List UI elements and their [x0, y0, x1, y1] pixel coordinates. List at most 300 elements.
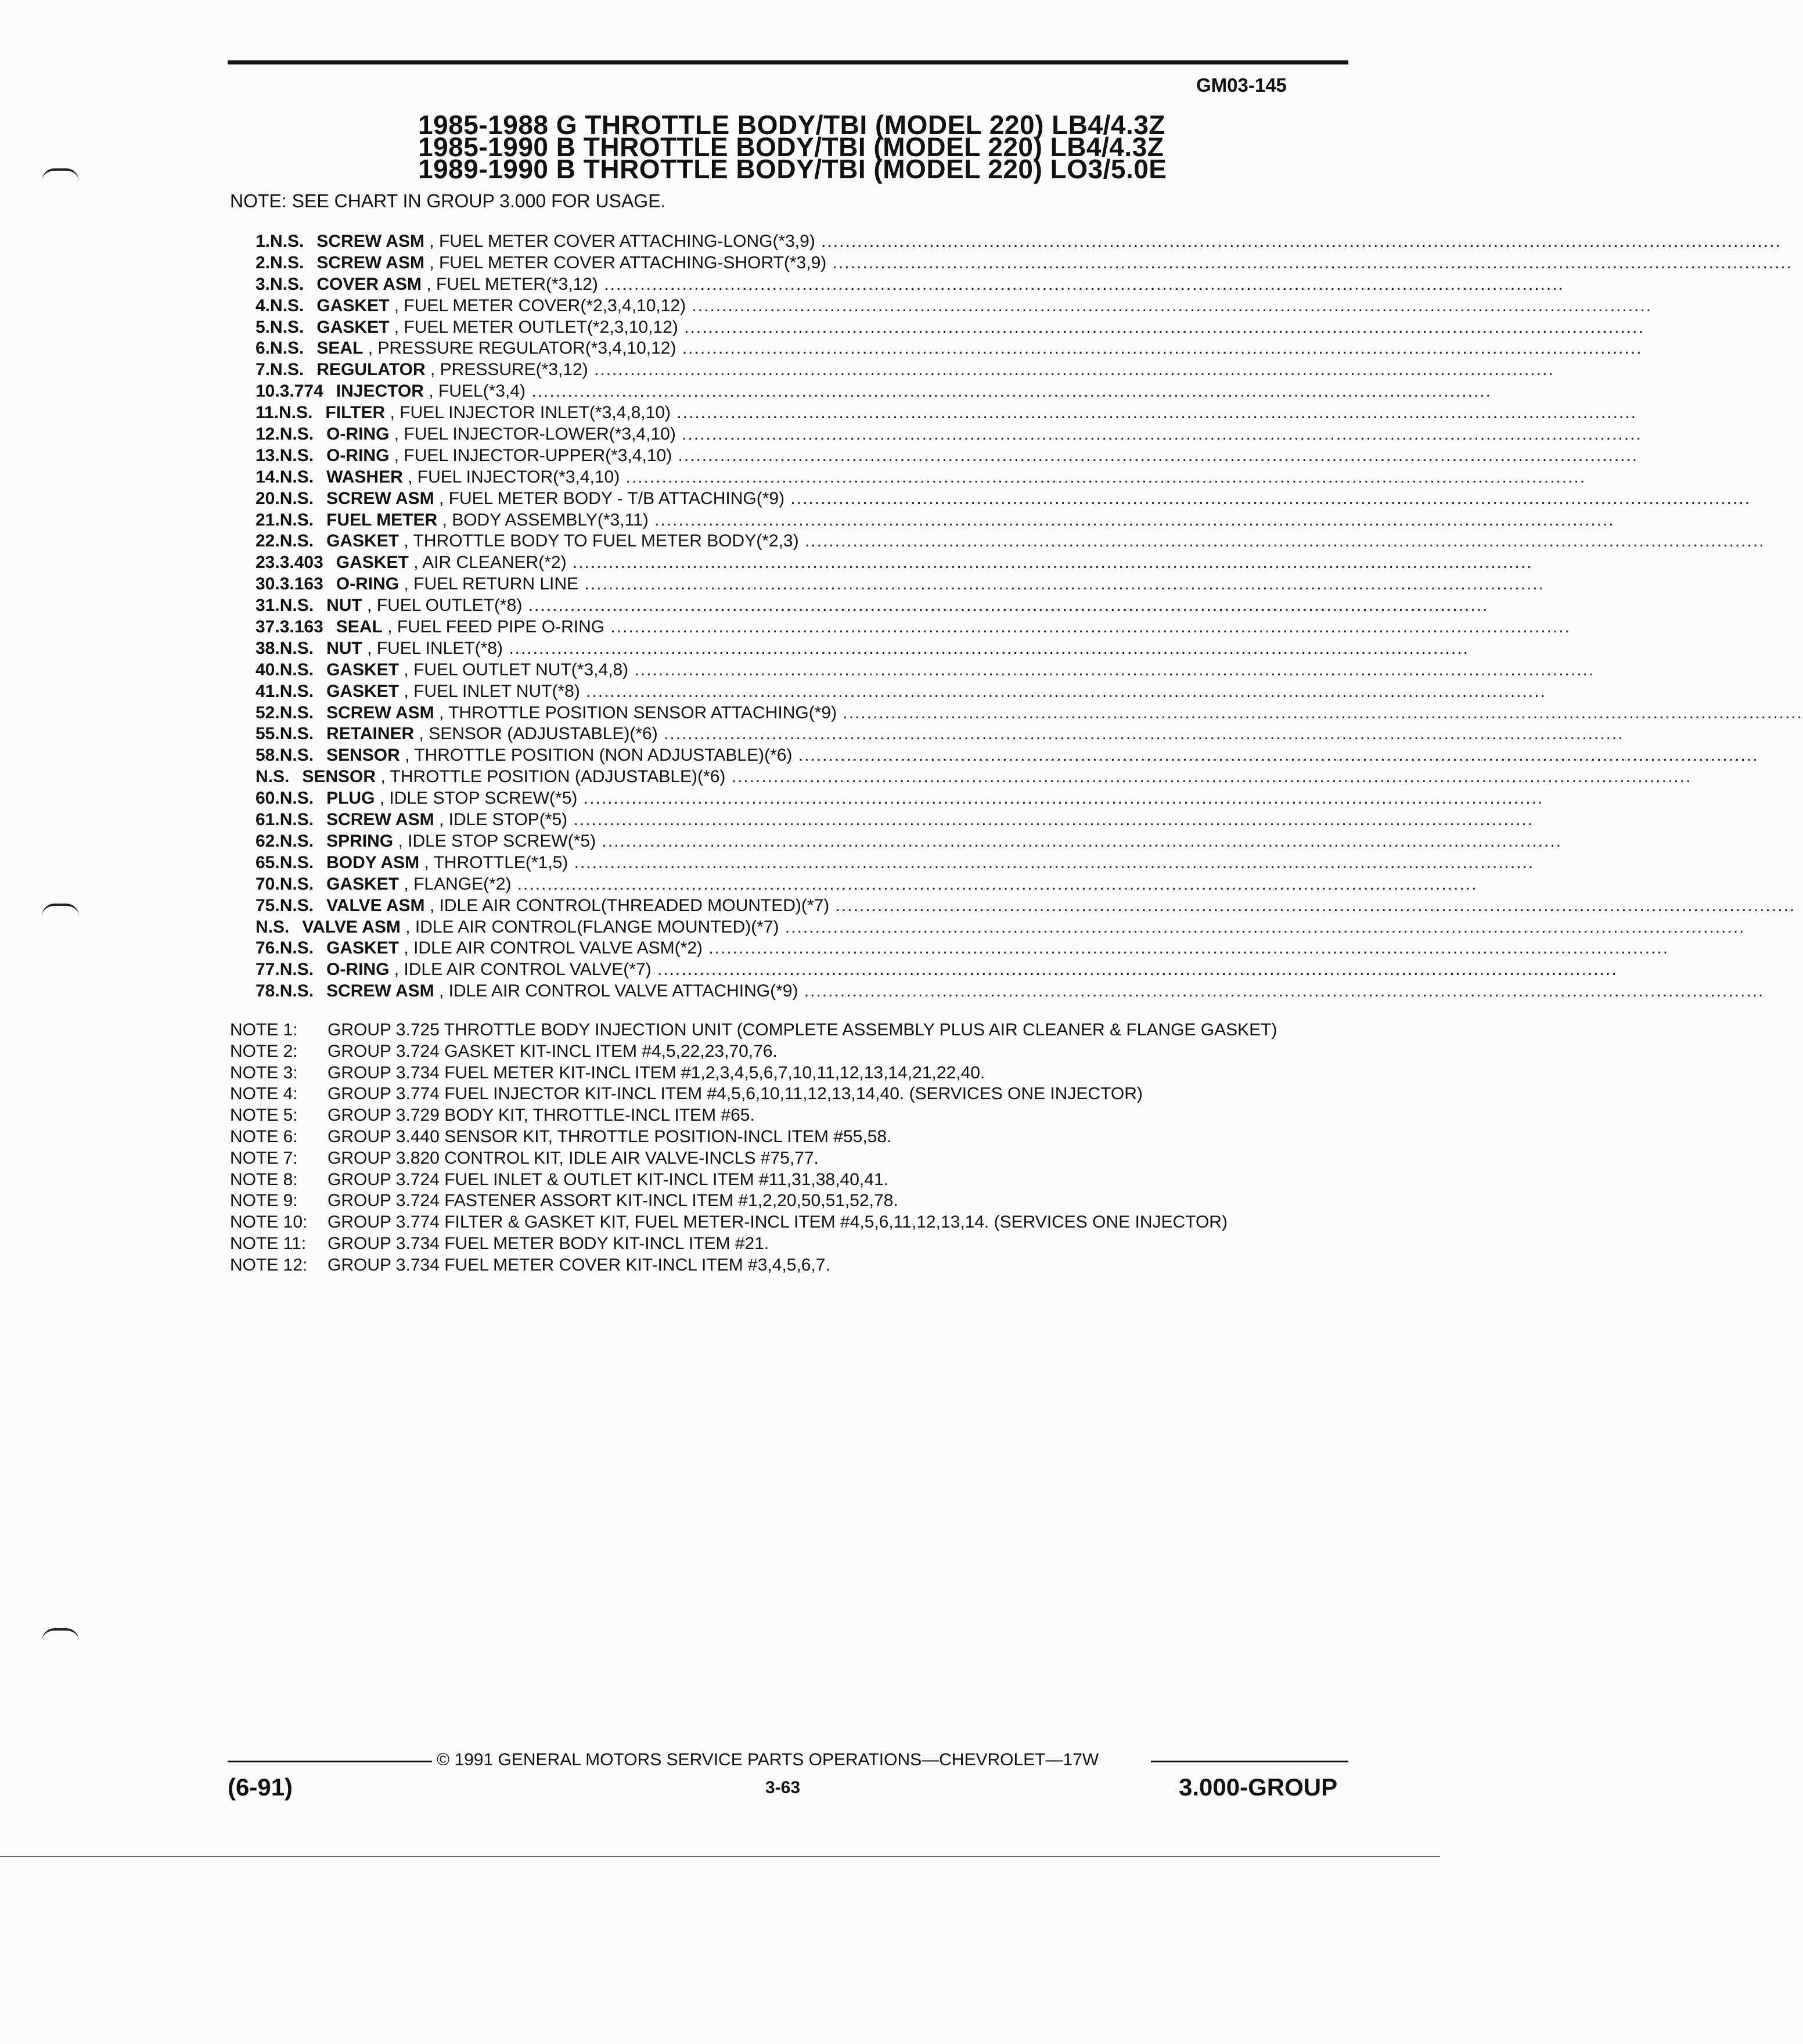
item-number: 58.	[255, 746, 280, 765]
note-text: GROUP 3.774 FILTER & GASKET KIT, FUEL METER-INCL ITEM #4,5,6,11,12,13,14. (SERVICES ONE INJECTOR)	[328, 1212, 1228, 1232]
item-number: 77.	[255, 960, 280, 980]
part-row	[255, 231, 1782, 253]
part-name: WASHER	[326, 467, 403, 487]
part-row	[255, 703, 1803, 724]
item-number: 30.	[255, 574, 280, 594]
item-number: 60.	[255, 789, 280, 808]
item-number: 4.	[255, 296, 271, 315]
item-number: 37.	[255, 617, 280, 637]
dot-leader: ................................................................................................................................................................	[503, 638, 1469, 658]
group-number: N.S.	[255, 917, 290, 937]
part-name: O-RING	[326, 960, 390, 980]
part-detail: , FUEL INLET NUT(*8)	[399, 681, 580, 701]
part-description	[326, 638, 1469, 660]
dot-leader: ................................................................................................................................................................	[671, 403, 1637, 423]
note-item	[230, 1020, 1333, 1041]
part-description	[316, 274, 1564, 296]
part-row	[255, 895, 1796, 917]
part-description	[326, 703, 1803, 724]
item-number: 40.	[255, 660, 280, 679]
part-row	[255, 917, 1746, 938]
dot-leader: ................................................................................................................................................................	[598, 274, 1564, 294]
part-name: SENSOR	[326, 746, 400, 765]
group-number: N.S.	[279, 531, 314, 551]
dot-leader: ................................................................................................................................................................	[686, 296, 1653, 315]
group-number: N.S.	[279, 424, 314, 444]
group-number: N.S.	[279, 445, 314, 465]
part-detail: , IDLE AIR CONTROL(FLANGE MOUNTED)(*7)	[400, 917, 779, 937]
item-number: 38.	[255, 638, 280, 658]
item-number: 23.	[255, 553, 280, 573]
part-description	[336, 617, 1571, 638]
note-label: NOTE 4:	[230, 1084, 298, 1104]
note-text: GROUP 3.820 CONTROL KIT, IDLE AIR VALVE-INCLS #75,77.	[328, 1148, 819, 1168]
parts-list	[255, 231, 1803, 1002]
dot-leader: ................................................................................................................................................................	[798, 531, 1765, 551]
item-number: 20.	[255, 488, 280, 508]
part-detail: , IDLE AIR CONTROL VALVE ASM(*2)	[399, 938, 703, 958]
group-number: N.S.	[279, 895, 314, 915]
part-description	[326, 660, 1595, 681]
part-name: GASKET	[326, 531, 400, 551]
dot-leader: ................................................................................................................................................................	[678, 317, 1644, 337]
dot-leader: ................................................................................................................................................................	[651, 960, 1618, 980]
item-number: 70.	[255, 874, 280, 894]
group-number: N.S.	[279, 746, 314, 765]
part-name: SENSOR	[302, 767, 376, 787]
part-row	[255, 317, 1644, 339]
item-number: 5.	[255, 317, 271, 337]
part-description	[326, 809, 1534, 831]
item-number: 21.	[255, 510, 280, 530]
dot-leader: ................................................................................................................................................................	[837, 703, 1803, 722]
group-number: N.S.	[279, 874, 314, 894]
item-number: 11.	[255, 403, 279, 423]
part-detail: , AIR CLEANER(*2)	[408, 553, 567, 573]
part-row	[255, 874, 1478, 895]
part-description	[326, 488, 1751, 510]
part-description	[336, 552, 1533, 574]
note-label: NOTE 8:	[230, 1169, 298, 1189]
part-row	[255, 981, 1765, 1002]
part-name: VALVE ASM	[326, 895, 425, 915]
group-number: N.S.	[279, 852, 314, 872]
group-number: 3.163	[279, 574, 323, 594]
part-detail: , IDLE STOP SCREW(*5)	[393, 831, 596, 851]
part-detail: , FUEL INLET(*8)	[362, 638, 503, 658]
part-description	[326, 424, 1642, 445]
copyright-line: © 1991 GENERAL MOTORS SERVICE PARTS OPERATIONS—CHEVROLET—17W	[437, 1750, 1099, 1769]
bottom-edge-line	[0, 1856, 1440, 1857]
item-number: 22.	[255, 531, 280, 551]
part-name: COVER ASM	[316, 274, 422, 294]
part-detail: , IDLE AIR CONTROL(THREADED MOUNTED)(*7)	[424, 895, 830, 915]
part-row	[255, 766, 1692, 788]
group-number: 3.774	[279, 382, 323, 401]
part-name: FUEL METER	[326, 510, 438, 530]
part-row	[255, 638, 1469, 660]
note-text: GROUP 3.724 FASTENER ASSORT KIT-INCL ITEM #1,2,20,50,51,52,78.	[328, 1191, 898, 1211]
page-title	[418, 110, 1167, 184]
group-number: N.S.	[279, 510, 314, 530]
item-number: 3.	[255, 274, 271, 294]
note-text: GROUP 3.734 FUEL METER BODY KIT-INCL ITEM #21.	[328, 1233, 769, 1253]
dot-leader: ................................................................................................................................................................	[596, 831, 1563, 851]
notes-list	[230, 1020, 1333, 1276]
note-label: NOTE 10:	[230, 1212, 308, 1232]
part-description	[326, 510, 1615, 531]
item-number: 7.	[255, 360, 271, 380]
part-detail: , FUEL METER COVER ATTACHING-SHORT(*3,9)	[424, 253, 827, 272]
item-number: 12.	[255, 424, 280, 444]
part-row	[255, 338, 1643, 359]
part-name: SPRING	[326, 831, 394, 851]
dot-leader: ................................................................................................................................................................	[522, 596, 1489, 616]
part-detail: , FUEL FEED PIPE O-RING	[382, 617, 605, 637]
note-text: GROUP 3.734 FUEL METER KIT-INCL ITEM #1,2,3,4,5,6,7,10,11,12,13,14,21,22,40.	[328, 1063, 985, 1082]
part-description	[325, 402, 1637, 424]
note-label: NOTE 2:	[230, 1041, 298, 1061]
part-detail: , FUEL(*3,4)	[423, 382, 526, 401]
part-row	[255, 745, 1759, 766]
part-row	[255, 359, 1554, 381]
part-description	[326, 895, 1795, 917]
dot-leader: ................................................................................................................................................................	[672, 445, 1639, 465]
part-row	[255, 574, 1545, 595]
footer-rule-right	[1151, 1761, 1348, 1762]
item-number: 78.	[255, 981, 280, 1001]
part-row	[255, 724, 1624, 745]
part-name: NUT	[326, 638, 362, 658]
part-name: O-RING	[326, 445, 390, 465]
part-row	[255, 959, 1618, 981]
part-detail: , SENSOR (ADJUSTABLE)(*6)	[414, 724, 658, 744]
top-rule	[228, 60, 1348, 64]
dot-leader: ................................................................................................................................................................	[628, 660, 1595, 679]
part-description	[316, 338, 1642, 359]
part-detail: , THROTTLE POSITION SENSOR ATTACHING(*9)	[434, 703, 837, 722]
group-number: N.S.	[270, 317, 304, 337]
part-detail: , FUEL OUTLET NUT(*3,4,8)	[399, 660, 629, 679]
group-number: N.S.	[270, 253, 304, 272]
part-detail: , FUEL RETURN LINE	[399, 574, 579, 594]
dot-leader: ................................................................................................................................................................	[725, 767, 1692, 787]
dot-leader: ................................................................................................................................................................	[648, 510, 1615, 530]
group-number: N.S.	[255, 767, 290, 787]
part-detail: , FUEL INJECTOR-LOWER(*3,4,10)	[389, 424, 676, 444]
part-name: GASKET	[326, 660, 400, 679]
part-description	[326, 531, 1765, 552]
part-detail: , FLANGE(*2)	[399, 874, 512, 894]
title-line: 1985-1990 B THROTTLE BODY/TBI (MODEL 220) LB4/4.3Z	[418, 132, 1164, 162]
part-name: SEAL	[316, 339, 364, 358]
dot-leader: ................................................................................................................................................................	[829, 895, 1796, 915]
part-detail: , IDLE STOP(*5)	[434, 810, 568, 830]
part-name: O-RING	[326, 424, 390, 444]
part-name: SCREW ASM	[326, 703, 434, 722]
binder-hole-mark	[42, 1628, 79, 1641]
note-text: GROUP 3.774 FUEL INJECTOR KIT-INCL ITEM #4,5,6,10,11,12,13,14,40. (SERVICES ONE INJECTOR)	[328, 1084, 1143, 1104]
group-label: 3.000-GROUP	[1179, 1773, 1338, 1801]
part-row	[255, 445, 1639, 467]
part-description	[316, 317, 1644, 339]
note-item	[230, 1255, 1333, 1276]
part-row	[255, 938, 1669, 959]
part-row	[255, 510, 1615, 531]
item-number: 55.	[255, 724, 280, 744]
group-number: N.S.	[270, 339, 304, 358]
group-number: N.S.	[279, 938, 314, 958]
part-detail: , PRESSURE REGULATOR(*3,4,10,12)	[363, 339, 676, 358]
part-name: RETAINER	[326, 724, 415, 744]
part-row	[255, 274, 1564, 296]
dot-leader: ................................................................................................................................................................	[784, 488, 1751, 508]
part-description	[302, 766, 1692, 788]
part-name: SCREW ASM	[316, 232, 424, 251]
part-description	[326, 788, 1543, 809]
group-number: N.S.	[279, 831, 314, 851]
note-item	[230, 1148, 1333, 1169]
part-name: SCREW ASM	[316, 253, 424, 272]
part-description	[326, 831, 1562, 852]
part-name: FILTER	[325, 403, 386, 423]
group-number: N.S.	[279, 981, 314, 1001]
item-number: 1.	[255, 232, 271, 251]
part-description	[326, 467, 1586, 488]
note-label: NOTE 11:	[230, 1233, 307, 1253]
part-name: INJECTOR	[336, 382, 424, 401]
part-detail: , FUEL METER(*3,12)	[421, 274, 598, 294]
dot-leader: ................................................................................................................................................................	[826, 253, 1793, 272]
note-label: NOTE 7:	[230, 1148, 298, 1168]
part-name: GASKET	[326, 938, 400, 958]
item-number: 65.	[255, 852, 280, 872]
part-row	[255, 424, 1642, 445]
item-number: 76.	[255, 938, 280, 958]
item-number: 14.	[255, 467, 280, 487]
part-name: GASKET	[326, 681, 400, 701]
part-name: REGULATOR	[316, 360, 426, 380]
note-label: NOTE 5:	[230, 1106, 298, 1125]
dot-leader: ................................................................................................................................................................	[577, 789, 1544, 808]
note-text: GROUP 3.440 SENSOR KIT, THROTTLE POSITION-INCL ITEM #55,58.	[328, 1127, 892, 1146]
part-row	[255, 660, 1595, 681]
note-item	[230, 1105, 1333, 1127]
part-row	[255, 467, 1586, 488]
group-number: N.S.	[279, 488, 314, 508]
note-item	[230, 1190, 1333, 1212]
group-number: N.S.	[279, 789, 314, 808]
part-row	[255, 809, 1534, 831]
page-number: 3-63	[765, 1778, 801, 1797]
part-description	[302, 917, 1745, 938]
part-name: SCREW ASM	[326, 488, 434, 508]
part-detail: , IDLE STOP SCREW(*5)	[375, 789, 578, 808]
part-description	[326, 681, 1546, 703]
part-name: GASKET	[316, 317, 390, 337]
part-detail: , FUEL INJECTOR-UPPER(*3,4,10)	[389, 445, 672, 465]
item-number: 41.	[255, 681, 280, 701]
part-detail: , PRESSURE(*3,12)	[425, 360, 588, 380]
group-number: N.S.	[279, 467, 314, 487]
note-text: GROUP 3.734 FUEL METER COVER KIT-INCL ITEM #3,4,5,6,7.	[328, 1255, 830, 1275]
part-detail: , THROTTLE POSITION (ADJUSTABLE)(*6)	[376, 767, 726, 787]
group-number: N.S.	[279, 638, 314, 658]
dot-leader: ................................................................................................................................................................	[578, 574, 1545, 594]
part-description	[326, 745, 1758, 766]
part-row	[255, 681, 1546, 703]
note-text: GROUP 3.724 FUEL INLET & OUTLET KIT-INCL ITEM #11,31,38,40,41.	[328, 1169, 888, 1189]
note-item	[230, 1169, 1333, 1191]
part-detail: , IDLE AIR CONTROL VALVE(*7)	[389, 960, 652, 980]
dot-leader: ................................................................................................................................................................	[604, 617, 1571, 637]
part-name: VALVE ASM	[302, 917, 401, 937]
note-item	[230, 1063, 1333, 1084]
part-description	[316, 253, 1793, 274]
note-item	[230, 1041, 1333, 1063]
group-number: N.S.	[279, 703, 314, 722]
part-detail: , FUEL METER OUTLET(*2,3,10,12)	[389, 317, 678, 337]
part-name: GASKET	[336, 553, 409, 573]
dot-leader: ................................................................................................................................................................	[703, 938, 1669, 958]
dot-leader: ................................................................................................................................................................	[526, 382, 1492, 401]
dot-leader: ................................................................................................................................................................	[567, 810, 1534, 830]
note-item	[230, 1233, 1333, 1255]
note-text: GROUP 3.725 THROTTLE BODY INJECTION UNIT (COMPLETE ASSEMBLY PLUS AIR CLEANER & FLANGE GASKET)	[328, 1020, 1277, 1039]
part-row	[255, 617, 1571, 638]
document-id: GM03-145	[1196, 74, 1287, 96]
group-number: N.S.	[270, 232, 304, 251]
note-item	[230, 1212, 1333, 1233]
part-name: O-RING	[336, 574, 400, 594]
dot-leader: ................................................................................................................................................................	[676, 339, 1643, 358]
item-number: 75.	[255, 895, 280, 915]
note-item	[230, 1127, 1333, 1148]
part-row	[255, 595, 1489, 617]
usage-note: NOTE: SEE CHART IN GROUP 3.000 FOR USAGE.	[230, 190, 666, 211]
item-number: 61.	[255, 810, 280, 830]
group-number: N.S.	[279, 724, 314, 744]
binder-hole-mark	[42, 168, 79, 181]
part-detail: , FUEL INJECTOR INLET(*3,4,8,10)	[385, 403, 671, 423]
footer-rule-left	[228, 1761, 432, 1762]
item-number: 6.	[255, 339, 271, 358]
note-label: NOTE 12:	[230, 1255, 308, 1275]
title-line: 1989-1990 B THROTTLE BODY/TBI (MODEL 220) LO3/5.0E	[418, 154, 1167, 184]
title-line: 1985-1988 G THROTTLE BODY/TBI (MODEL 220) LB4/4.3Z	[418, 110, 1165, 140]
part-name: BODY ASM	[326, 852, 420, 872]
part-description	[316, 296, 1652, 317]
binder-hole-mark	[42, 904, 79, 916]
part-row	[255, 296, 1653, 317]
group-number: N.S.	[279, 660, 314, 679]
part-description	[326, 874, 1477, 895]
note-label: NOTE 6:	[230, 1127, 298, 1146]
item-number: 62.	[255, 831, 280, 851]
group-number: N.S.	[270, 360, 304, 380]
dot-leader: ................................................................................................................................................................	[568, 852, 1535, 872]
part-description	[326, 724, 1624, 745]
note-text: GROUP 3.724 GASKET KIT-INCL ITEM #4,5,22,23,70,76.	[328, 1041, 778, 1061]
part-row	[255, 788, 1544, 809]
part-description	[326, 595, 1488, 617]
group-number: N.S.	[279, 960, 314, 980]
part-detail: , FUEL OUTLET(*8)	[362, 596, 523, 616]
group-number: N.S.	[279, 681, 314, 701]
part-row	[255, 852, 1535, 874]
part-row	[255, 402, 1637, 424]
note-text: GROUP 3.729 BODY KIT, THROTTLE-INCL ITEM #65.	[328, 1106, 755, 1125]
part-row	[255, 381, 1492, 402]
group-number: N.S.	[270, 296, 304, 315]
part-name: GASKET	[316, 296, 390, 315]
item-number: 2.	[255, 253, 271, 272]
group-number: N.S.	[279, 810, 314, 830]
part-detail: , FUEL INJECTOR(*3,4,10)	[402, 467, 620, 487]
part-description	[316, 231, 1781, 253]
item-number: 13.	[255, 445, 280, 465]
part-description	[326, 959, 1618, 981]
group-number: 3.403	[279, 553, 323, 573]
part-row	[255, 831, 1563, 852]
item-number: 31.	[255, 596, 280, 616]
group-number: N.S.	[279, 596, 314, 616]
note-label: NOTE 1:	[230, 1020, 298, 1039]
part-detail: , IDLE AIR CONTROL VALVE ATTACHING(*9)	[434, 981, 798, 1001]
part-description	[326, 852, 1534, 874]
part-description	[336, 381, 1492, 402]
part-row	[255, 253, 1793, 274]
part-description	[326, 445, 1638, 467]
note-label: NOTE 3:	[230, 1063, 298, 1082]
part-detail: , THROTTLE BODY TO FUEL METER BODY(*2,3)	[399, 531, 799, 551]
part-row	[255, 488, 1751, 510]
part-description	[326, 981, 1764, 1002]
part-name: SCREW ASM	[326, 981, 434, 1001]
part-name: PLUG	[326, 789, 375, 808]
dot-leader: ................................................................................................................................................................	[798, 981, 1765, 1001]
dot-leader: ................................................................................................................................................................	[566, 553, 1533, 573]
part-row	[255, 531, 1765, 552]
part-description	[326, 938, 1669, 959]
dot-leader: ................................................................................................................................................................	[580, 681, 1546, 701]
dot-leader: ................................................................................................................................................................	[815, 232, 1782, 251]
part-description	[316, 359, 1554, 381]
part-detail: , THROTTLE POSITION (NON ADJUSTABLE)(*6)	[400, 746, 793, 765]
group-number: N.S.	[279, 403, 313, 423]
item-number: 52.	[255, 703, 280, 722]
part-detail: , FUEL METER COVER ATTACHING-LONG(*3,9)	[424, 232, 815, 251]
part-row	[255, 552, 1533, 574]
dot-leader: ................................................................................................................................................................	[588, 360, 1554, 380]
note-item	[230, 1084, 1333, 1105]
group-number: N.S.	[270, 274, 304, 294]
item-number: 10.	[255, 382, 280, 401]
dot-leader: ................................................................................................................................................................	[792, 746, 1759, 765]
part-name: SCREW ASM	[326, 810, 434, 830]
part-detail: , FUEL METER BODY - T/B ATTACHING(*9)	[434, 488, 785, 508]
part-name: NUT	[326, 596, 362, 616]
dot-leader: ................................................................................................................................................................	[657, 724, 1624, 744]
revision-date: (6-91)	[228, 1773, 293, 1801]
part-detail: , BODY ASSEMBLY(*3,11)	[437, 510, 649, 530]
dot-leader: ................................................................................................................................................................	[675, 424, 1642, 444]
dot-leader: ................................................................................................................................................................	[779, 917, 1746, 937]
part-name: GASKET	[326, 874, 400, 894]
dot-leader: ................................................................................................................................................................	[620, 467, 1586, 487]
note-label: NOTE 9:	[230, 1191, 298, 1211]
group-number: 3.163	[279, 617, 323, 637]
